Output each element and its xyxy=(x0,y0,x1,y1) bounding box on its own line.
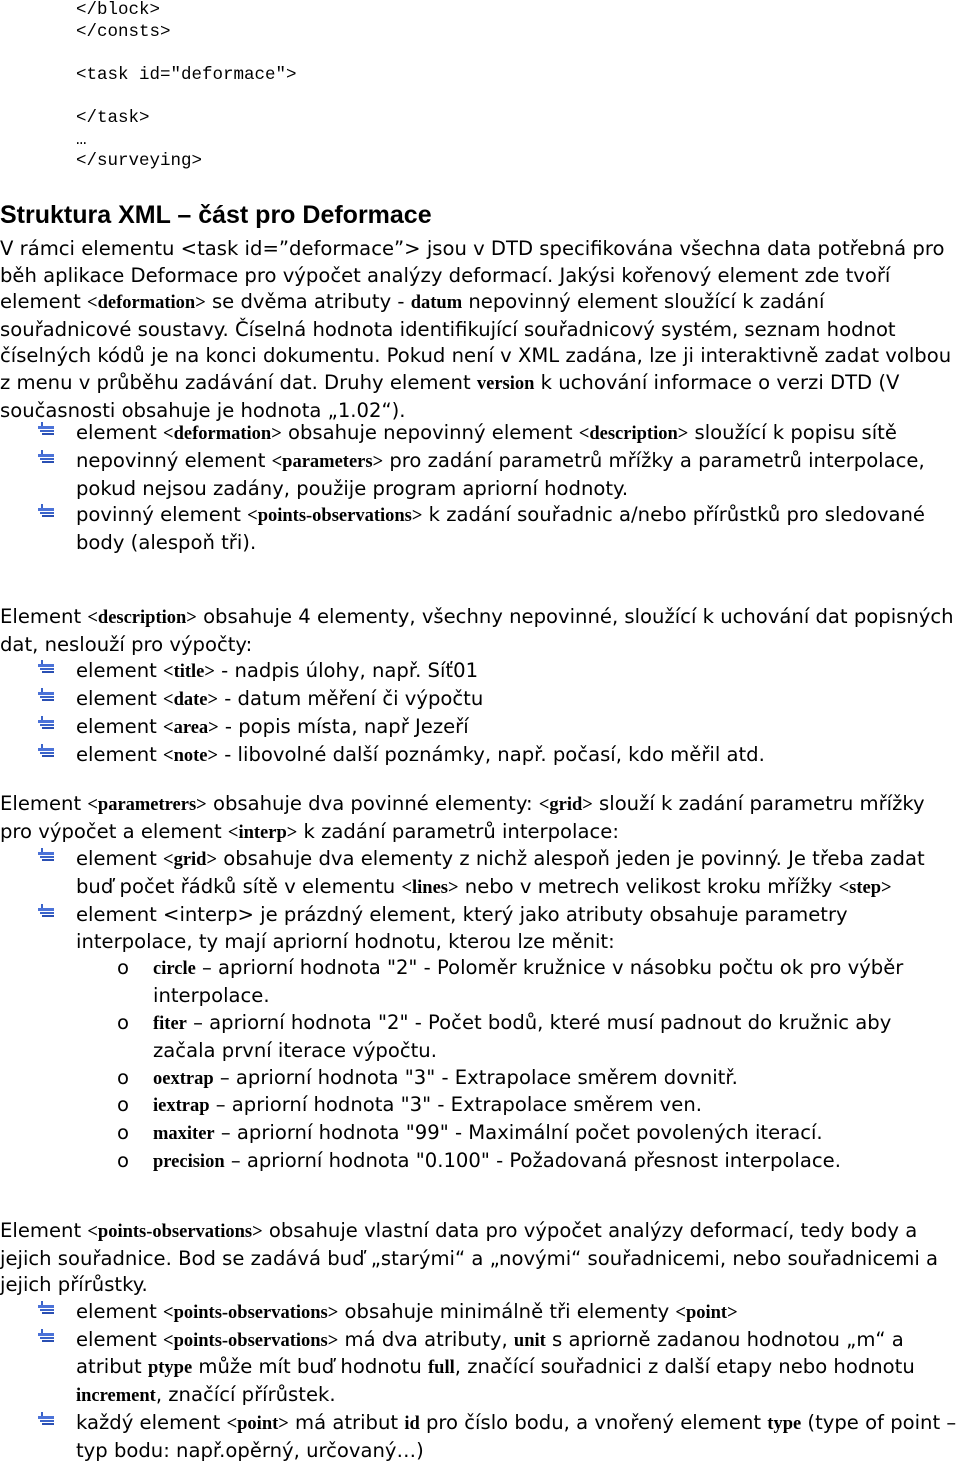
bullet-icon xyxy=(38,688,56,702)
bullet-icon xyxy=(38,660,56,674)
list-item: element <title> - nadpis úlohy, např. Síť01 xyxy=(0,658,960,686)
list-item: element <note> - libovolné další poznámky, např. počasí, kdo měřil atd. xyxy=(0,742,960,770)
interp-attributes-list xyxy=(0,955,960,1175)
points-paragraph xyxy=(0,1218,960,1465)
bullet-icon xyxy=(38,716,56,730)
sub-list-item: o precision – apriorní hodnota "0.100" - Požadovaná přesnost interpolace. xyxy=(117,1148,841,1172)
xml-code-snippet xyxy=(0,0,297,173)
sub-list-item: o fiter – apriorní hodnota "2" - Počet bodů, které musí padnout do kružnic aby začala první iterace výpočtu. xyxy=(117,1010,892,1062)
list-item: element <interp> je prázdný element, který jako atributy obsahuje parametry interpolace, ty mají apriorní hodnotu, kterou lze měnit: xyxy=(0,902,960,956)
list-item: element <date> - datum měření či výpočtu xyxy=(0,686,960,714)
bullet-icon xyxy=(38,1301,56,1315)
list-item: nepovinný element <parameters> pro zadání parametrů mřížky a parametrů interpolace, pokud nejsou zadány, použije program apriorní hodnoty. xyxy=(0,448,960,503)
sub-list-item: o maxiter – apriorní hodnota "99" - Maximální počet povolených iterací. xyxy=(117,1121,823,1145)
code-line: </task> xyxy=(76,107,150,128)
list-item: element <points-observations> obsahuje minimálně tři elementy <point> xyxy=(0,1299,960,1327)
points-text: Element <points-observations> obsahuje vlastní data pro výpočet analýzy deformací, tedy body a jejich souřadnice. Bod se zadává buď „starými“ a „novými“ souřadnicemi, nebo souřadnicemi a jejich přírůstky. xyxy=(0,1219,939,1297)
intro-paragraph xyxy=(0,236,960,424)
section-heading: Struktura XML – část pro Deformace xyxy=(0,201,432,229)
list-item: element <points-observations> má dva atributy, unit s apriorně zadanou hodnotou „m“ a atribut ptype může mít buď hodnotu full, značící souřadnici z další etapy nebo hodnotu increment, značící přírůstek. xyxy=(0,1327,960,1410)
parameters-paragraph xyxy=(0,791,960,1176)
bullet-icon xyxy=(38,744,56,758)
list-item: každý element <point> má atribut id pro číslo bodu, a vnořený element type (type of point – typ bodu: např.opěrný, určovaný…) xyxy=(0,1410,960,1465)
code-line: </consts> xyxy=(76,21,171,42)
list-item: povinný element <points-observations> k zadání souřadnic a/nebo přírůstků pro sledované body (alespoň tři). xyxy=(0,502,960,557)
deformation-list xyxy=(0,420,960,557)
list-item: element <area> - popis místa, např Jezeří xyxy=(0,714,960,742)
list-item: element <deformation> obsahuje nepovinný element <description> sloužící k popisu sítě xyxy=(0,420,960,448)
intro-text: V rámci elementu <task id=”deformace”> jsou v DTD specifikována všechna data potřebná pro běh aplikace Deformace pro výpočet analýzy deformací. Jakýsi kořenový element zde tvoří element <deformation> se dvěma atributy - datum nepovinný element sloužící k zadání souřadnicové soustavy. Číselná hodnota identifikující souřadnicový systém, seznam hodnot číselných kódů je na konci dokumentu. Pokud není v XML zadána, lze ji interaktivně zadat volbou z menu v průběhu zadávání dat. Druhy element version k uchování informace o verzi DTD (V současnosti obsahuje je hodnota „1.02“). xyxy=(0,237,952,422)
parameters-text: Element <parametrers> obsahuje dva povinné elementy: <grid> slouží k zadání parametru mřížky pro výpočet a element <interp> k zadání parametrů interpolace: xyxy=(0,792,925,843)
bullet-icon xyxy=(38,848,56,862)
code-line: </surveying> xyxy=(76,151,203,172)
code-line: <task id="deformace"> xyxy=(76,64,297,85)
sub-list-item: o iextrap – apriorní hodnota "3" - Extrapolace směrem ven. xyxy=(117,1093,702,1117)
bullet-icon xyxy=(38,422,56,436)
bullet-icon xyxy=(38,1412,56,1426)
bullet-icon xyxy=(38,1329,56,1343)
sub-list-item: o circle – apriorní hodnota "2" - Poloměr kružnice v násobku počtu ok pro výběr interpolace. xyxy=(117,956,904,1008)
bullet-icon xyxy=(38,504,56,518)
description-paragraph xyxy=(0,604,960,769)
sub-list-item: o oextrap – apriorní hodnota "3" - Extrapolace směrem dovnitř. xyxy=(117,1065,738,1089)
bullet-icon xyxy=(38,904,56,918)
description-text: Element <description> obsahuje 4 elementy, všechny nepovinné, sloužící k uchování dat popisných dat, neslouží pro výpočty: xyxy=(0,605,954,656)
bullet-icon xyxy=(38,450,56,464)
code-line: </block> xyxy=(76,0,161,20)
list-item: element <grid> obsahuje dva elementy z nichž alespoň jeden je povinný. Je třeba zadat buď počet řádků sítě v elementu <lines> nebo v metrech velikost kroku mřížky <step> xyxy=(0,846,960,902)
code-line: … xyxy=(76,129,87,150)
